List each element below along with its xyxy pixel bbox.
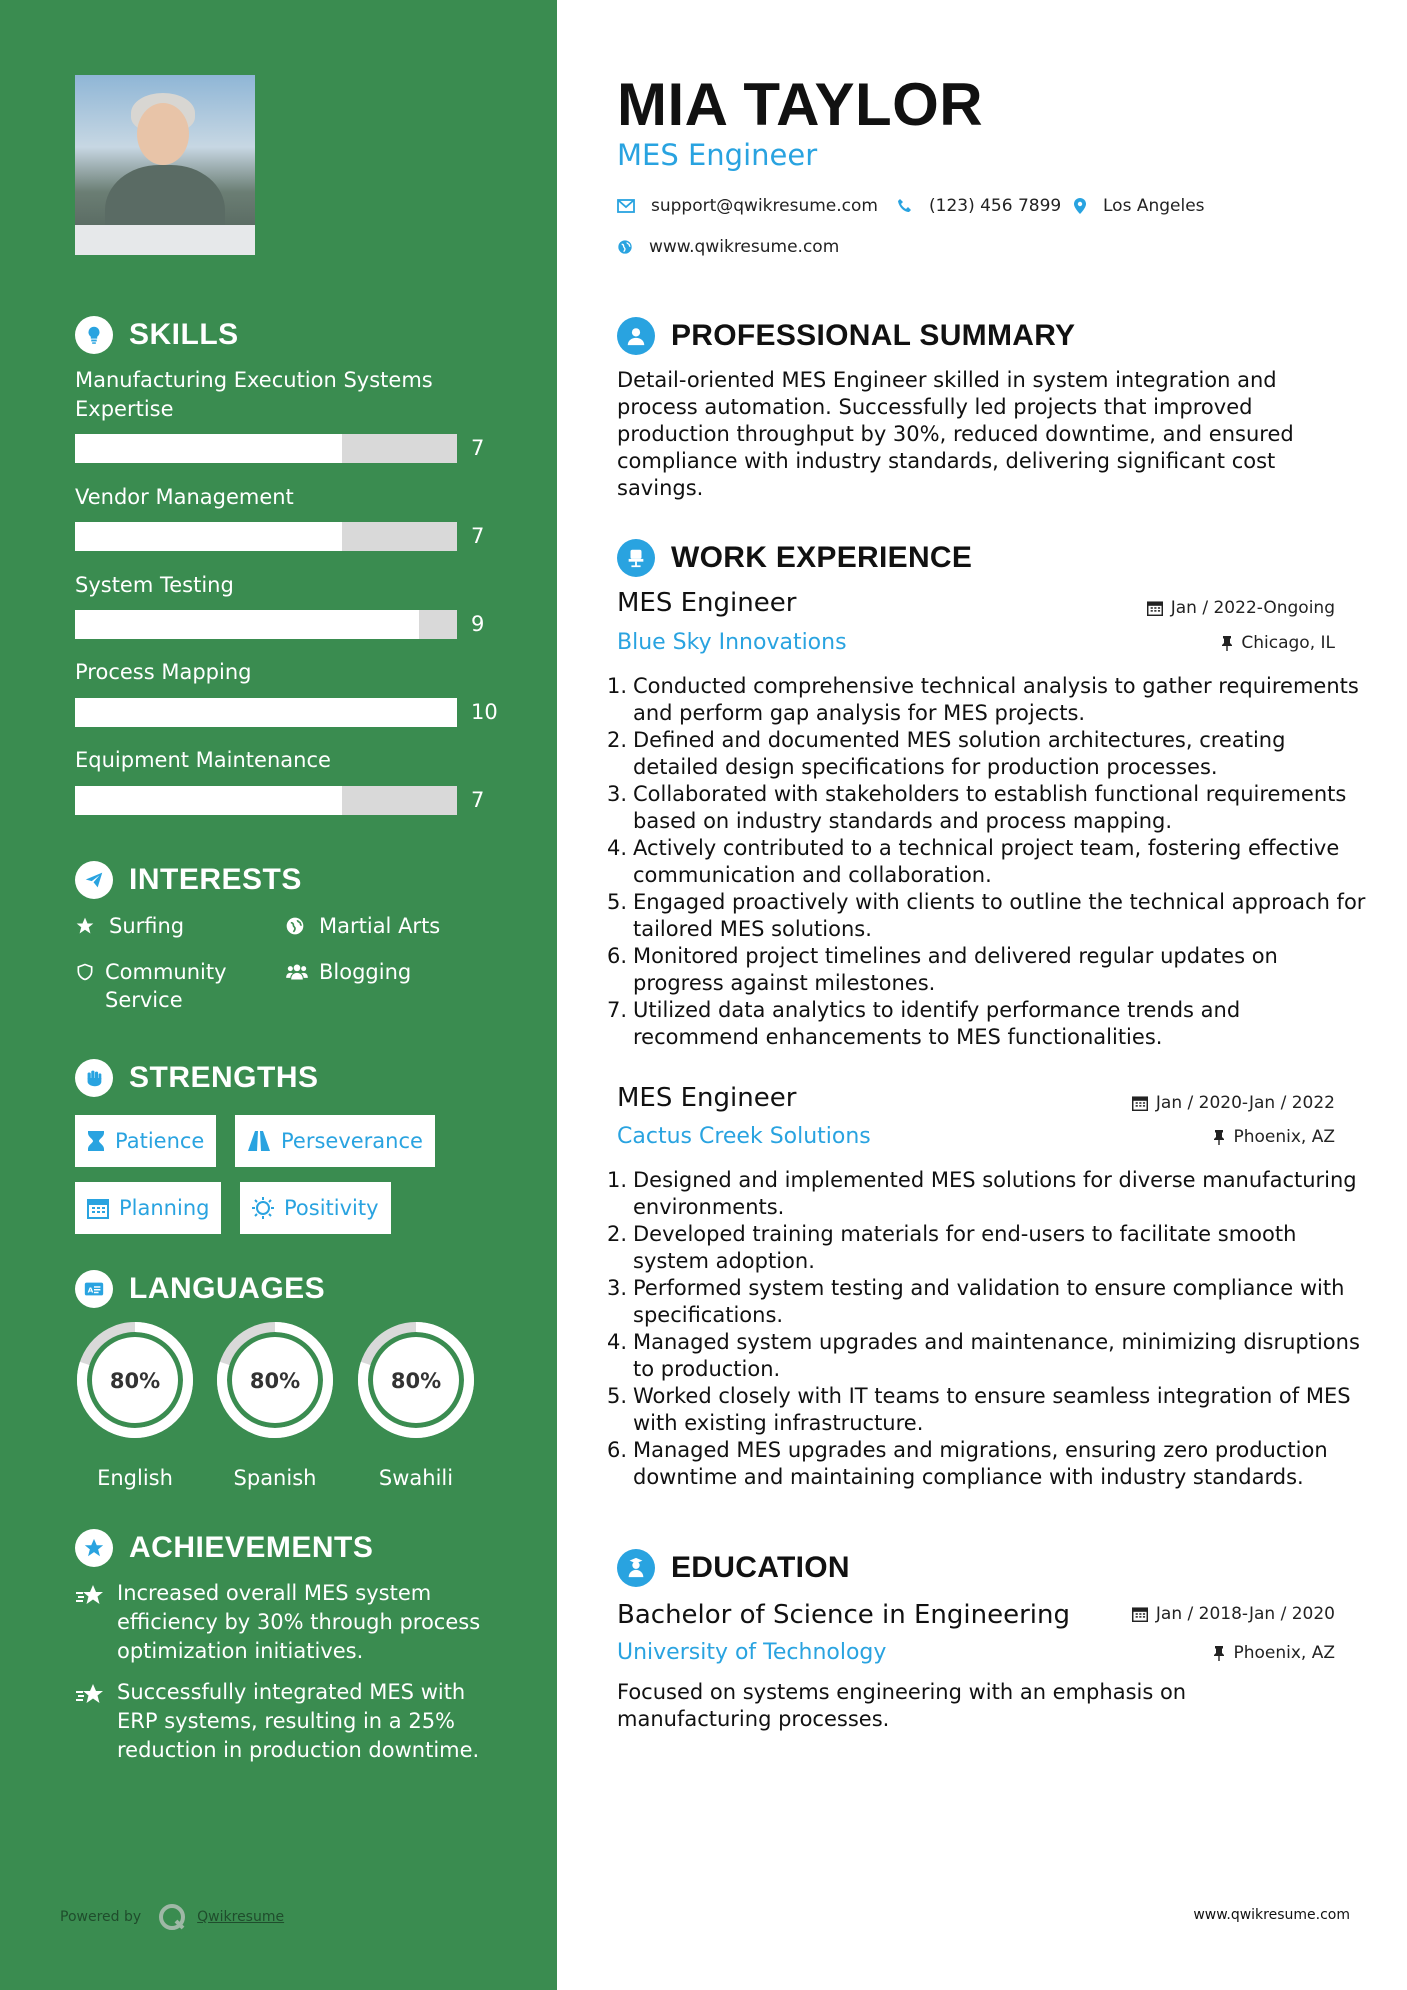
job-bullets: [607, 1167, 1367, 1491]
interest-label: Blogging: [319, 960, 412, 984]
powered-by-label: Powered by: [60, 1909, 142, 1925]
list-item: 6. Managed MES upgrades and migrations, ensuring zero production downtime and maintaining compliance with industry standards.: [607, 1437, 1367, 1491]
achievement-text: Increased overall MES system efficiency by 30% through process optimization initiatives.: [117, 1581, 481, 1663]
calendar-icon: [1147, 600, 1163, 616]
bullet-text: Monitored project timelines and delivered regular updates on progress against milestones.: [633, 944, 1278, 995]
strengths-heading: [75, 1059, 319, 1097]
road-icon: [247, 1131, 271, 1151]
star-trophy-icon: [75, 1579, 105, 1666]
bullet-text: Performed system testing and validation to ensure compliance with specifications.: [633, 1276, 1345, 1327]
education-title: EDUCATION: [671, 1551, 850, 1584]
skill-bar: [75, 522, 457, 551]
fist-icon: [75, 1059, 113, 1097]
list-item: 1. Conducted comprehensive technical analysis to gather requirements and perform gap analysis for MES projects.: [607, 673, 1367, 727]
list-item: 7. Utilized data analytics to identify performance trends and recommend enhancements to MES functionalities.: [607, 997, 1367, 1051]
interests-heading: [75, 861, 302, 899]
candidate-role: MES Engineer: [617, 138, 818, 172]
language-ring: [75, 1320, 195, 1440]
education-heading: [617, 1549, 850, 1587]
language-ring: [356, 1320, 476, 1440]
list-item: 4. Actively contributed to a technical project team, fostering effective communication and collaboration.: [607, 835, 1367, 889]
language-name: English: [97, 1466, 173, 1490]
education-location: [1213, 1643, 1335, 1663]
main-content: [557, 0, 1407, 1990]
list-item: 5. Engaged proactively with clients to outline the technical approach for tailored MES solutions.: [607, 890, 1366, 941]
interest-label: Community Service: [105, 960, 227, 1012]
job-dates-text: Jan / 2020-Jan / 2022: [1155, 1093, 1335, 1113]
job-dates-text: Jan / 2022-Ongoing: [1170, 598, 1335, 618]
qwikresume-logo-icon: [157, 1902, 187, 1932]
languages-title: LANGUAGES: [129, 1272, 326, 1305]
education-location-text: Phoenix, AZ: [1233, 1643, 1335, 1663]
job-dates: [1147, 598, 1335, 618]
interest-item: [75, 958, 275, 1014]
skill-bar: [75, 610, 457, 639]
bullet-text: Developed training materials for end-users to facilitate smooth system adoption.: [633, 1222, 1297, 1273]
strength-badge: [75, 1182, 221, 1234]
sidebar: [0, 0, 557, 1990]
location-text: Los Angeles: [1103, 196, 1205, 216]
list-item: 2. Developed training materials for end-users to facilitate smooth system adoption.: [607, 1221, 1367, 1275]
envelope-icon: [617, 199, 635, 213]
bullet-text: Worked closely with IT teams to ensure seamless integration of MES with existing infrastructure.: [633, 1384, 1351, 1435]
briefcase-chair-icon: [617, 539, 655, 577]
bullet-text: Defined and documented MES solution architectures, creating detailed design specifications for production processes.: [633, 728, 1286, 779]
contact-website: [617, 237, 839, 257]
summary-heading: [617, 317, 1075, 355]
calendar-icon: [87, 1197, 109, 1219]
job-company: Blue Sky Innovations: [617, 630, 847, 655]
language-item: [75, 1320, 195, 1490]
bullet-text: Conducted comprehensive technical analysis to gather requirements and perform gap analysis for MES projects.: [633, 674, 1359, 725]
language-percent: 80%: [249, 1369, 301, 1393]
candidate-name: MIA TAYLOR: [617, 71, 984, 138]
phone-icon: [897, 198, 913, 214]
experience-title: WORK EXPERIENCE: [671, 541, 973, 574]
job-location-text: Chicago, IL: [1241, 633, 1335, 653]
list-item: 1. Designed and implemented MES solutions for diverse manufacturing environments.: [607, 1167, 1367, 1221]
job-location-text: Phoenix, AZ: [1233, 1127, 1335, 1147]
powered-by: [60, 1902, 284, 1932]
bullet-text: Collaborated with stakeholders to establish functional requirements based on industry standards and process mapping.: [633, 782, 1347, 833]
qwikresume-link[interactable]: Qwikresume: [197, 1909, 285, 1925]
skill-bar: [75, 786, 457, 815]
job-location: [1221, 633, 1335, 653]
skill-value: 7: [471, 788, 485, 812]
contact-phone: [897, 196, 1061, 216]
skill-name: System Testing: [75, 573, 234, 597]
contact-email: [617, 196, 878, 216]
languages-heading: [75, 1270, 325, 1308]
strength-label: Planning: [119, 1196, 210, 1220]
skills-title: SKILLS: [129, 318, 239, 351]
globe-icon: [285, 912, 309, 940]
language-name: Swahili: [378, 1466, 454, 1490]
users-icon: [285, 958, 309, 986]
list-item: 3. Performed system testing and validation to ensure compliance with specifications.: [607, 1275, 1367, 1329]
skill-name: Process Mapping: [75, 660, 252, 684]
strength-badge: [240, 1182, 391, 1234]
list-item: 6. Monitored project timelines and delivered regular updates on progress against milestones.: [607, 943, 1367, 997]
bullet-text: Managed MES upgrades and migrations, ensuring zero production downtime and maintaining compliance with industry standards.: [633, 1438, 1328, 1489]
education-dates: [1132, 1604, 1335, 1624]
list-item: 3. Collaborated with stakeholders to establish functional requirements based on industry standards and process mapping.: [607, 781, 1367, 835]
paper-plane-icon: [75, 861, 113, 899]
degree-title: Bachelor of Science in Engineering: [617, 1600, 1070, 1630]
calendar-icon: [1132, 1606, 1148, 1622]
skills-heading: [75, 316, 239, 354]
email-text[interactable]: support@qwikresume.com: [651, 196, 878, 216]
shield-icon: [75, 958, 95, 1014]
language-percent: 80%: [390, 1369, 442, 1393]
skill-bar: [75, 434, 457, 463]
skill-name: Manufacturing Execution Systems Expertise: [75, 368, 433, 421]
summary-text: Detail-oriented MES Engineer skilled in system integration and process automation. Successfully led projects that improved production throughput by 30%, reduced downtime, and ensured compliance with industry standards, delivering significant cost savings.: [617, 368, 1294, 500]
interest-label: Surfing: [109, 914, 185, 938]
list-item: 5. Worked closely with IT teams to ensure seamless integration of MES with existing infrastructure.: [607, 1383, 1367, 1437]
profile-photo: [75, 75, 255, 255]
globe-icon: [617, 239, 633, 255]
skill-value: 9: [471, 612, 485, 636]
education-dates-text: Jan / 2018-Jan / 2020: [1155, 1604, 1335, 1624]
hourglass-icon: [87, 1130, 105, 1152]
lightbulb-icon: [75, 316, 113, 354]
user-icon: [617, 317, 655, 355]
bullet-text: Engaged proactively with clients to outline the technical approach for tailored MES solutions.: [633, 890, 1366, 941]
sun-icon: [252, 1197, 274, 1219]
job-company: Cactus Creek Solutions: [617, 1124, 871, 1149]
star-badge-icon: [75, 1529, 113, 1567]
bullet-text: Utilized data analytics to identify performance trends and recommend enhancements to MES functionalities.: [633, 998, 1241, 1049]
strength-badge: [75, 1115, 216, 1167]
website-text[interactable]: www.qwikresume.com: [649, 237, 840, 257]
skill-bar: [75, 698, 457, 727]
strengths-title: STRENGTHS: [129, 1061, 319, 1094]
achievements-title: ACHIEVEMENTS: [129, 1531, 374, 1564]
bullet-text: Designed and implemented MES solutions for diverse manufacturing environments.: [633, 1168, 1357, 1219]
footer-url[interactable]: www.qwikresume.com: [1193, 1907, 1350, 1923]
interest-item: [75, 912, 184, 940]
job-title: MES Engineer: [617, 588, 797, 618]
contact-location: [1073, 196, 1205, 216]
list-item: 4. Managed system upgrades and maintenance, minimizing disruptions to production.: [607, 1329, 1367, 1383]
school-name: University of Technology: [617, 1640, 887, 1665]
skill-name: Equipment Maintenance: [75, 748, 331, 772]
strength-label: Positivity: [284, 1196, 379, 1220]
star-trophy-icon: [75, 1678, 105, 1765]
job-title: MES Engineer: [617, 1083, 797, 1113]
language-icon: [75, 1270, 113, 1308]
achievements-heading: [75, 1529, 373, 1567]
interest-label: Martial Arts: [319, 914, 441, 938]
pushpin-icon: [1221, 635, 1233, 651]
pushpin-icon: [1213, 1645, 1225, 1661]
pushpin-icon: [1213, 1129, 1225, 1145]
skill-value: 7: [471, 436, 485, 460]
list-item: 2. Defined and documented MES solution architectures, creating detailed design specifications for production processes.: [607, 727, 1367, 781]
skill-value: 7: [471, 524, 485, 548]
job-bullets: [607, 673, 1367, 1051]
job-dates: [1132, 1093, 1335, 1113]
experience-heading: [617, 539, 972, 577]
interests-title: INTERESTS: [129, 863, 302, 896]
achievement-text: Successfully integrated MES with ERP systems, resulting in a 25% reduction in production downtime.: [117, 1680, 480, 1762]
map-pin-icon: [1073, 197, 1087, 215]
star-icon: [75, 912, 99, 940]
svg-text:A: A: [87, 1285, 94, 1295]
skill-value: 10: [471, 700, 498, 724]
summary-title: PROFESSIONAL SUMMARY: [671, 319, 1076, 352]
job-location: [1213, 1127, 1335, 1147]
strength-label: Perseverance: [281, 1129, 423, 1153]
skill-name: Vendor Management: [75, 485, 294, 509]
language-ring: [215, 1320, 335, 1440]
language-percent: 80%: [109, 1369, 161, 1393]
language-item: [356, 1320, 476, 1490]
graduation-icon: [617, 1549, 655, 1587]
phone-text: (123) 456 7899: [929, 196, 1062, 216]
achievement-item: [75, 1579, 495, 1666]
strength-label: Patience: [115, 1129, 205, 1153]
strength-badge: [235, 1115, 435, 1167]
education-text: Focused on systems engineering with an emphasis on manufacturing processes.: [617, 1680, 1187, 1731]
interest-item: [285, 958, 411, 986]
achievement-item: [75, 1678, 495, 1765]
bullet-text: Actively contributed to a technical project team, fostering effective communication and collaboration.: [633, 836, 1340, 887]
calendar-icon: [1132, 1095, 1148, 1111]
language-item: [215, 1320, 335, 1490]
interest-item: [285, 912, 440, 940]
language-name: Spanish: [233, 1466, 317, 1490]
bullet-text: Managed system upgrades and maintenance, minimizing disruptions to production.: [633, 1330, 1360, 1381]
